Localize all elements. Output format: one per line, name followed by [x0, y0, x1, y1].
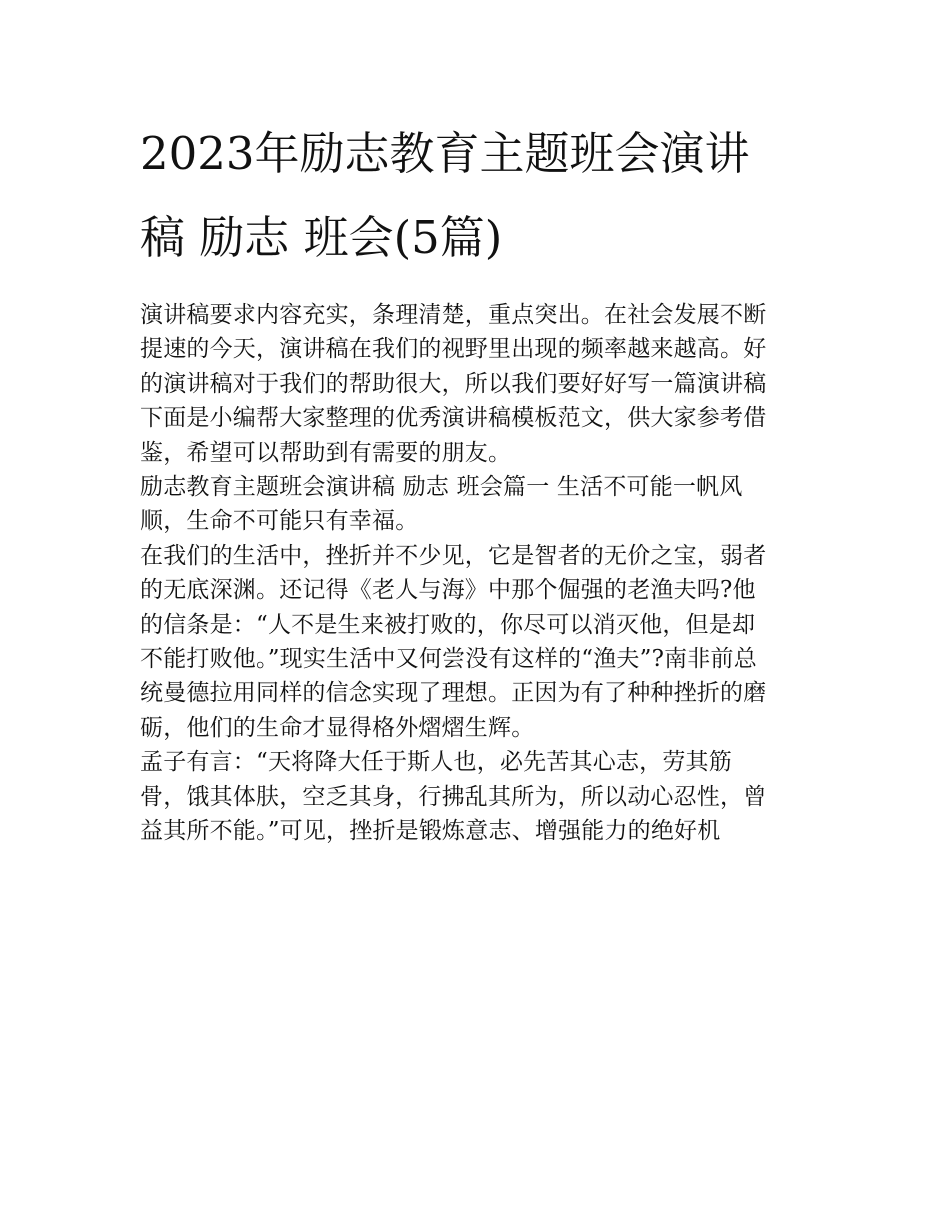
text-line: 骨，饿其体肤，空乏其身，行拂乱其所为，所以动心忍性，曾	[140, 783, 767, 810]
text-line: 的演讲稿对于我们的帮助很大，所以我们要好好写一篇演讲稿	[140, 370, 767, 397]
paragraph-setbacks	[140, 539, 812, 745]
title-line-1: 2023年励志教育主题班会演讲	[140, 127, 750, 180]
document-page	[140, 112, 812, 849]
text-line: 顺，生命不可能只有幸福。	[140, 508, 419, 535]
text-line: 不能打败他。”现实生活中又何尝没有这样的“渔夫”?南非前总	[140, 646, 757, 673]
text-line: 提速的今天，演讲稿在我们的视野里出现的频率越来越高。好	[140, 336, 767, 363]
text-line: 鉴，希望可以帮助到有需要的朋友。	[140, 439, 512, 466]
text-line: 励志教育主题班会演讲稿 励志 班会篇一 生活不可能一帆风	[140, 474, 743, 501]
title-line-2: 稿 励志 班会(5篇)	[140, 211, 503, 264]
document-title	[140, 112, 812, 280]
text-line: 的信条是：“人不是生来被打败的，你尽可以消灭他，但是却	[140, 611, 756, 638]
text-line: 下面是小编帮大家整理的优秀演讲稿模板范文，供大家参考借	[140, 405, 767, 432]
text-line: 益其所不能。”可见，挫折是锻炼意志、增强能力的绝好机	[140, 818, 721, 845]
paragraph-section-heading	[140, 470, 812, 539]
text-line: 统曼德拉用同样的信念实现了理想。正因为有了种种挫折的磨	[140, 680, 767, 707]
text-line: 在我们的生活中，挫折并不少见，它是智者的无价之宝，弱者	[140, 542, 767, 569]
text-line: 演讲稿要求内容充实，条理清楚，重点突出。在社会发展不断	[140, 302, 767, 328]
document-body	[140, 298, 812, 849]
paragraph-intro	[140, 298, 812, 470]
paragraph-mencius	[140, 745, 812, 848]
text-line: 的无底深渊。还记得《老人与海》中那个倔强的老渔夫吗?他	[140, 577, 756, 604]
text-line: 孟子有言：“天将降大任于斯人也，必先苦其心志，劳其筋	[140, 749, 732, 776]
text-line: 砺，他们的生命才显得格外熠熠生辉。	[140, 714, 535, 741]
